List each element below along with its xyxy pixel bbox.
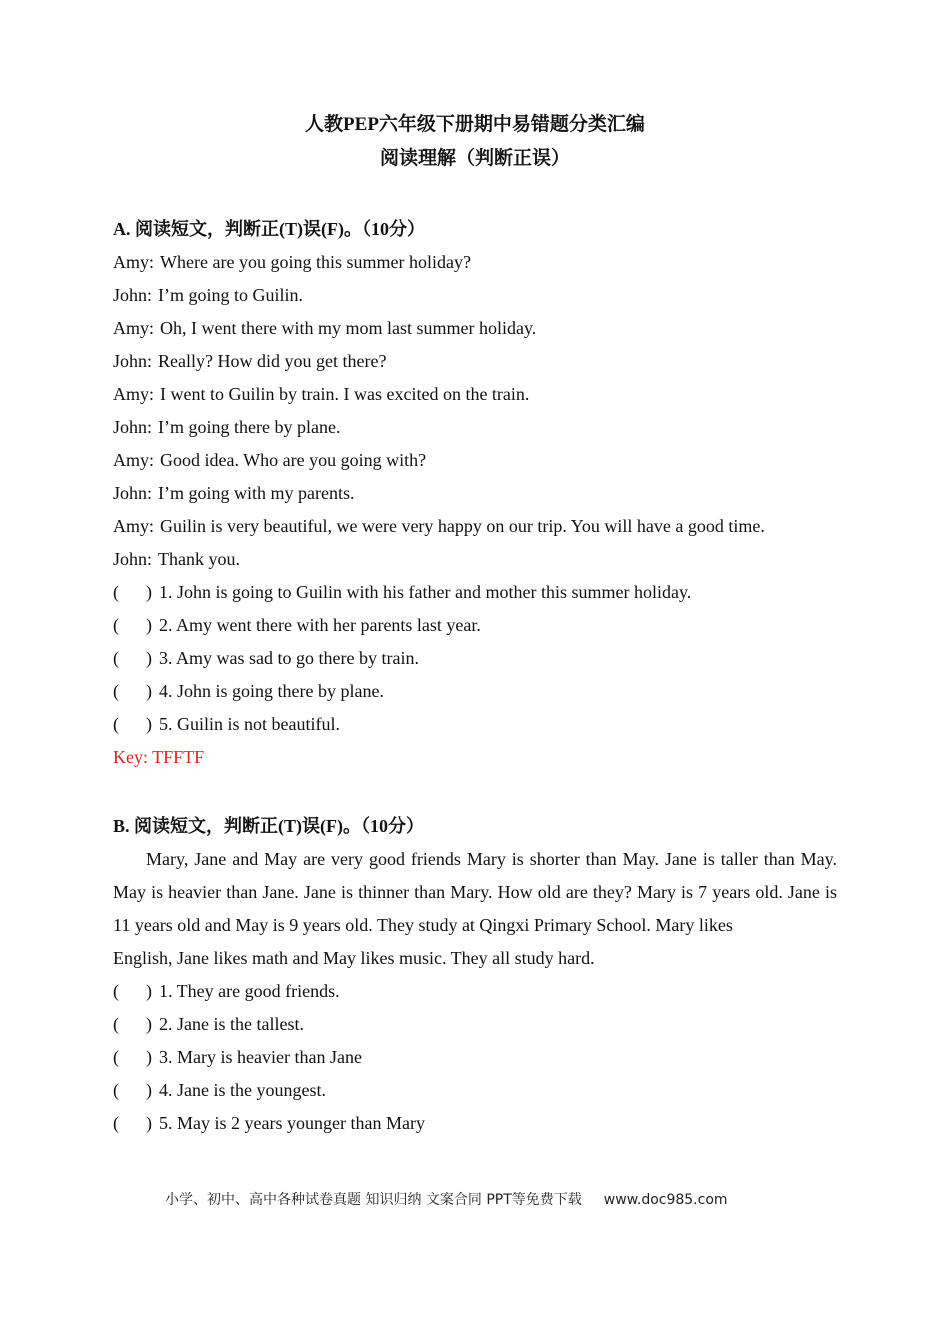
question-text: 5. May is 2 years younger than Mary	[159, 1113, 425, 1133]
dialogue-text: I’m going there by plane.	[158, 417, 341, 437]
dialogue-line	[113, 312, 837, 345]
dialogue-line	[113, 477, 837, 510]
dialogue-speaker: John:	[113, 417, 153, 437]
dialogue-speaker: Amy:	[113, 318, 155, 338]
answer-blank[interactable]: ( )	[113, 648, 152, 668]
answer-blank[interactable]: ( )	[113, 1113, 152, 1133]
question-item	[113, 675, 837, 708]
dialogue-speaker: Amy:	[113, 384, 155, 404]
dialogue-text: Really? How did you get there?	[158, 351, 387, 371]
dialogue-text: Thank you.	[158, 549, 240, 569]
dialogue-speaker: John:	[113, 549, 153, 569]
answer-blank[interactable]: ( )	[113, 681, 152, 701]
page-footer	[165, 1190, 728, 1210]
question-text: 5. Guilin is not beautiful.	[159, 714, 340, 734]
dialogue-text: I’m going with my parents.	[158, 483, 355, 503]
dialogue-line	[113, 543, 837, 576]
dialogue-text: I went to Guilin by train. I was excited on the train.	[160, 384, 530, 404]
question-item	[113, 1074, 837, 1107]
section-b-heading: B. 阅读短文，判断正(T)误(F)。（10分）	[113, 816, 424, 836]
answer-blank[interactable]: ( )	[113, 714, 152, 734]
dialogue-text: Oh, I went there with my mom last summer holiday.	[160, 318, 537, 338]
question-text: 4. Jane is the youngest.	[159, 1080, 326, 1100]
dialogue-text: I’m going to Guilin.	[158, 285, 304, 305]
question-item	[113, 642, 837, 675]
question-item	[113, 975, 837, 1008]
question-item	[113, 708, 837, 741]
question-item	[113, 1107, 837, 1140]
question-text: 1. They are good friends.	[159, 981, 340, 1001]
answer-key: Key: TFFTF	[113, 747, 205, 767]
question-text: 3. Mary is heavier than Jane	[159, 1047, 362, 1067]
answer-blank[interactable]: ( )	[113, 615, 152, 635]
question-item	[113, 1041, 837, 1074]
dialogue-speaker: Amy:	[113, 516, 155, 536]
dialogue-speaker: John:	[113, 483, 153, 503]
section-a	[113, 213, 837, 774]
question-text: 4. John is going there by plane.	[159, 681, 384, 701]
dialogue-line	[113, 411, 837, 444]
question-item	[113, 576, 837, 609]
dialogue-line	[113, 378, 837, 411]
footer-link[interactable]: www.doc985.com	[603, 1192, 728, 1208]
question-text: 2. Amy went there with her parents last year.	[159, 615, 481, 635]
document-subtitle: 阅读理解（判断正误）	[379, 148, 570, 169]
dialogue-line	[113, 345, 837, 378]
dialogue-line	[113, 444, 837, 477]
section-a-heading: A. 阅读短文，判断正(T)误(F)。（10分）	[113, 219, 425, 239]
dialogue-line	[113, 279, 837, 312]
question-text: 3. Amy was sad to go there by train.	[159, 648, 419, 668]
dialogue-text: Where are you going this summer holiday?	[160, 252, 471, 272]
dialogue-text: Good idea. Who are you going with?	[160, 450, 427, 470]
reading-passage: Mary, Jane and May are very good friends Mary is shorter than May. Jane is taller than May. May is heavier than Jane. Jane is thinner than Mary. How old are they? Mary is 7 years old. Jane is 11 years old and May is 9 years old. They study at Qingxi Primary School. Mary likes	[113, 849, 837, 935]
question-item	[113, 1008, 837, 1041]
dialogue-speaker: John:	[113, 285, 153, 305]
question-text: 1. John is going to Guilin with his father and mother this summer holiday.	[159, 582, 692, 602]
answer-blank[interactable]: ( )	[113, 1080, 152, 1100]
dialogue-line	[113, 246, 837, 279]
dialogue-speaker: John:	[113, 351, 153, 371]
dialogue-speaker: Amy:	[113, 450, 155, 470]
document-title: 人教PEP六年级下册期中易错题分类汇编	[305, 114, 645, 135]
dialogue-text: Guilin is very beautiful, we were very happy on our trip. You will have a good time.	[160, 516, 765, 536]
question-item	[113, 609, 837, 642]
question-text: 2. Jane is the tallest.	[159, 1014, 304, 1034]
dialogue-speaker: Amy:	[113, 252, 155, 272]
footer-text: 小学、初中、高中各种试卷真题 知识归纳 文案合同 PPT等免费下载	[165, 1192, 582, 1208]
answer-blank[interactable]: ( )	[113, 1047, 152, 1067]
answer-blank[interactable]: ( )	[113, 1014, 152, 1034]
answer-blank[interactable]: ( )	[113, 981, 152, 1001]
section-b	[113, 810, 837, 1140]
answer-blank[interactable]: ( )	[113, 582, 152, 602]
reading-passage-tail: English, Jane likes math and May likes music. They all study hard.	[113, 948, 595, 968]
dialogue-line	[113, 510, 837, 543]
